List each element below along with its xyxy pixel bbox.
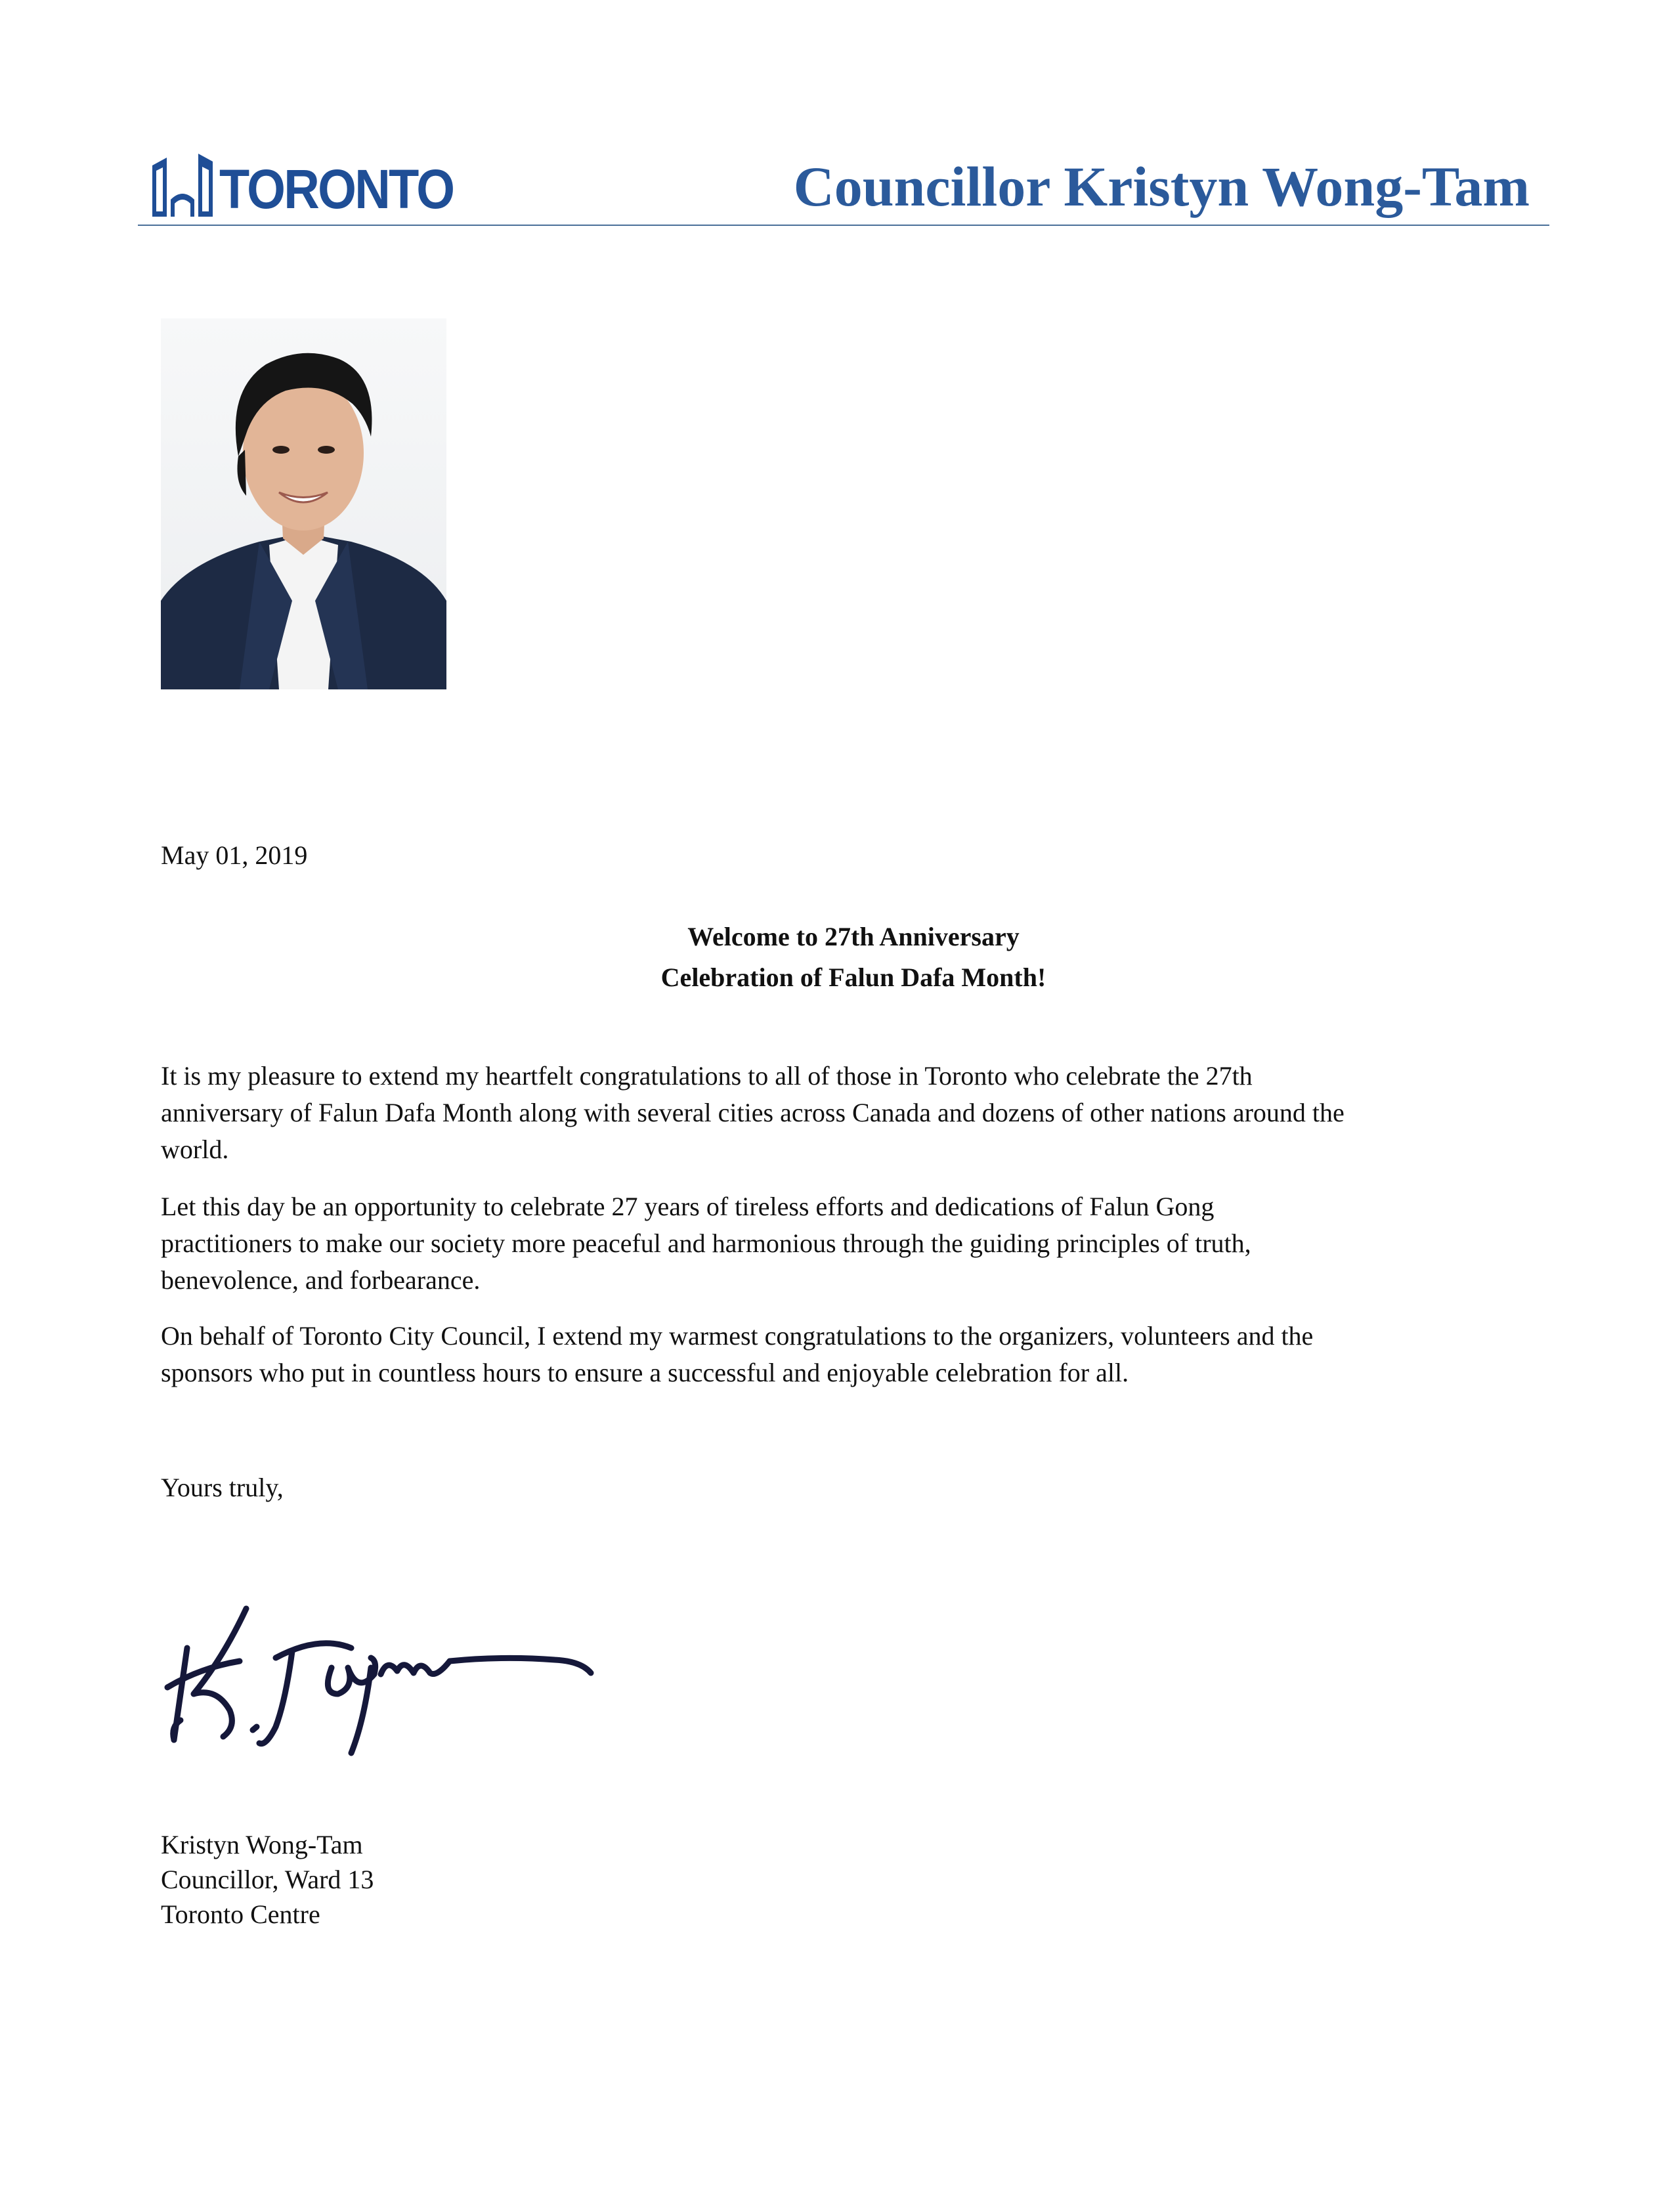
signatory-role: Councillor, Ward 13 [161,1865,374,1894]
portrait-photo-icon [161,318,446,689]
handwritten-signature-icon [161,1595,607,1760]
paragraph-line: benevolence, and forbearance. [161,1265,481,1295]
paragraph-3 [161,1318,1546,1391]
letterhead-divider [138,225,1549,226]
toronto-logo [150,151,479,220]
paragraph-line: Let this day be an opportunity to celebrate 27 years of tireless efforts and dedications of Falun Gong [161,1192,1215,1221]
paragraph-line: On behalf of Toronto City Council, I extend my warmest congratulations to the organizers, volunteers and the [161,1321,1314,1351]
closing-salutation: Yours truly, [161,1473,284,1502]
paragraph-1 [161,1058,1546,1168]
paragraph-line: practitioners to make our society more peaceful and harmonious through the guiding principles of truth, [161,1228,1251,1258]
logo-wordmark: TORONTO [219,158,454,220]
letterhead [138,138,1549,227]
paragraph-line: It is my pleasure to extend my heartfelt congratulations to all of those in Toronto who celebrate the 27th [161,1061,1253,1091]
signature [161,1595,607,1760]
letter-date: May 01, 2019 [161,840,308,870]
councillor-title: Councillor Kristyn Wong-Tam [793,155,1530,218]
councillor-photo [161,318,446,689]
signatory-name: Kristyn Wong-Tam [161,1830,363,1859]
paragraph-line: anniversary of Falun Dafa Month along with several cities across Canada and dozens of other nations around the [161,1098,1345,1127]
paragraph-line: world. [161,1135,229,1164]
city-hall-icon [150,151,215,217]
paragraph-line: sponsors who put in countless hours to ensure a successful and enjoyable celebration for all. [161,1358,1129,1387]
headline-line-2: Celebration of Falun Dafa Month! [660,963,1046,992]
paragraph-2 [161,1188,1546,1299]
signatory-ward: Toronto Centre [161,1899,320,1929]
headline-line-1: Welcome to 27th Anniversary [687,922,1020,951]
